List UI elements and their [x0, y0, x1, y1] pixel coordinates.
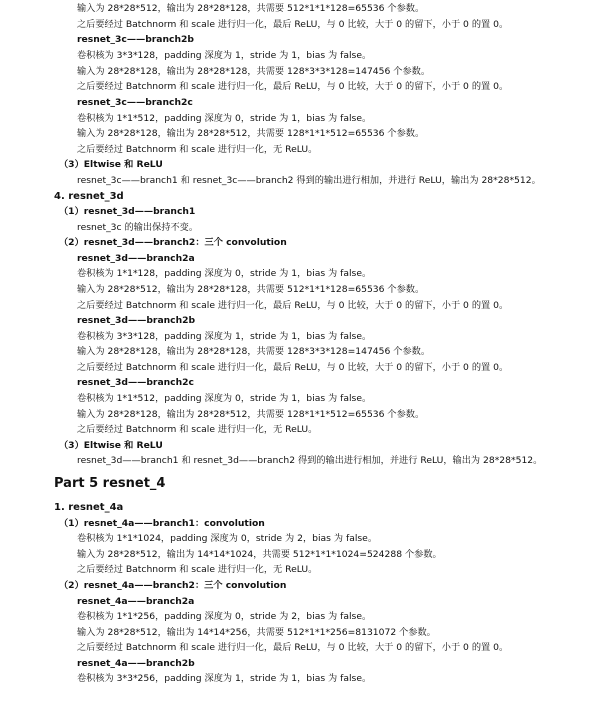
subsection-heading: resnet_3d——branch2c: [77, 377, 195, 388]
subsection-heading: resnet_3c——branch2c: [77, 97, 193, 108]
subsection-heading: resnet_4a——branch2a: [77, 596, 195, 607]
text-line: 卷积核为 3*3*128，padding 深度为 1，stride 为 1，bias 为 false。: [77, 50, 372, 61]
text-line: 卷积核为 3*3*128，padding 深度为 1，stride 为 1，bias 为 false。: [77, 331, 372, 342]
text-line: 之后要经过 Batchnorm 和 scale 进行归一化，无 ReLU。: [77, 424, 318, 435]
text-line: 输入为 28*28*512，输出为 28*28*128，共需要 512*1*1*128=65536 个参数。: [77, 3, 425, 14]
section-heading: 1. resnet_4a: [54, 502, 124, 513]
subsection-heading: resnet_4a——branch2b: [77, 658, 195, 669]
step-heading: （1）resnet_3d——branch1: [59, 206, 196, 217]
text-line: 之后要经过 Batchnorm 和 scale 进行归一化，最后 ReLU，与 0 比较，大于 0 的留下，小于 0 的置 0。: [77, 19, 509, 30]
text-line: resnet_3c——branch1 和 resnet_3c——branch2 得到的输出进行相加，并进行 ReLU，输出为 28*28*512。: [77, 175, 541, 186]
text-line: 卷积核为 1*1*512，padding 深度为 0，stride 为 1，bias 为 false。: [77, 393, 372, 404]
step-heading: （1）resnet_4a——branch1：convolution: [59, 518, 265, 529]
text-line: 之后要经过 Batchnorm 和 scale 进行归一化，最后 ReLU，与 0 比较，大于 0 的留下，小于 0 的置 0。: [77, 362, 509, 373]
section-heading: 4. resnet_3d: [54, 191, 124, 202]
subsection-heading: resnet_3d——branch2b: [77, 315, 196, 326]
text-line: 之后要经过 Batchnorm 和 scale 进行归一化，最后 ReLU，与 0 比较，大于 0 的留下，小于 0 的置 0。: [77, 81, 509, 92]
step-heading: （2）resnet_3d——branch2：三个 convolution: [59, 237, 287, 248]
text-line: 输入为 28*28*128，输出为 28*28*512，共需要 128*1*1*512=65536 个参数。: [77, 128, 425, 139]
text-line: 输入为 28*28*128，输出为 28*28*128，共需要 128*3*3*128=147456 个参数。: [77, 346, 431, 357]
text-line: 输入为 28*28*128，输出为 28*28*512，共需要 128*1*1*512=65536 个参数。: [77, 409, 425, 420]
subsection-heading: resnet_3c——branch2b: [77, 34, 195, 45]
text-line: 之后要经过 Batchnorm 和 scale 进行归一化，最后 ReLU，与 0 比较，大于 0 的留下，小于 0 的置 0。: [77, 642, 509, 653]
text-line: 之后要经过 Batchnorm 和 scale 进行归一化，无 ReLU。: [77, 564, 318, 575]
text-line: 卷积核为 1*1*1024，padding 深度为 0，stride 为 2，bias 为 false。: [77, 533, 378, 544]
step-heading: （3）Eltwise 和 ReLU: [59, 440, 163, 451]
text-line: 卷积核为 1*1*256，padding 深度为 0，stride 为 2，bias 为 false。: [77, 611, 372, 622]
text-line: resnet_3c 的输出保持不变。: [77, 222, 199, 233]
text-line: 输入为 28*28*128，输出为 28*28*128，共需要 128*3*3*128=147456 个参数。: [77, 66, 431, 77]
step-heading: （2）resnet_4a——branch2：三个 convolution: [59, 580, 287, 591]
text-line: 卷积核为 3*3*256，padding 深度为 1，stride 为 1，bias 为 false。: [77, 673, 372, 684]
part-heading: Part 5 resnet_4: [54, 476, 166, 491]
subsection-heading: resnet_3d——branch2a: [77, 253, 195, 264]
text-line: 输入为 28*28*512，输出为 28*28*128，共需要 512*1*1*128=65536 个参数。: [77, 284, 425, 295]
text-line: 之后要经过 Batchnorm 和 scale 进行归一化，最后 ReLU，与 0 比较，大于 0 的留下，小于 0 的置 0。: [77, 300, 509, 311]
text-line: resnet_3d——branch1 和 resnet_3d——branch2 得到的输出进行相加，并进行 ReLU，输出为 28*28*512。: [77, 455, 543, 466]
step-heading: （3）Eltwise 和 ReLU: [59, 159, 163, 170]
text-line: 之后要经过 Batchnorm 和 scale 进行归一化，无 ReLU。: [77, 144, 318, 155]
text-line: 输入为 28*28*512，输出为 14*14*1024，共需要 512*1*1*1024=524288 个参数。: [77, 549, 442, 560]
text-line: 输入为 28*28*512，输出为 14*14*256，共需要 512*1*1*256=8131072 个参数。: [77, 627, 436, 638]
text-line: 卷积核为 1*1*512，padding 深度为 0，stride 为 1，bias 为 false。: [77, 113, 372, 124]
text-line: 卷积核为 1*1*128，padding 深度为 0，stride 为 1，bias 为 false。: [77, 268, 372, 279]
